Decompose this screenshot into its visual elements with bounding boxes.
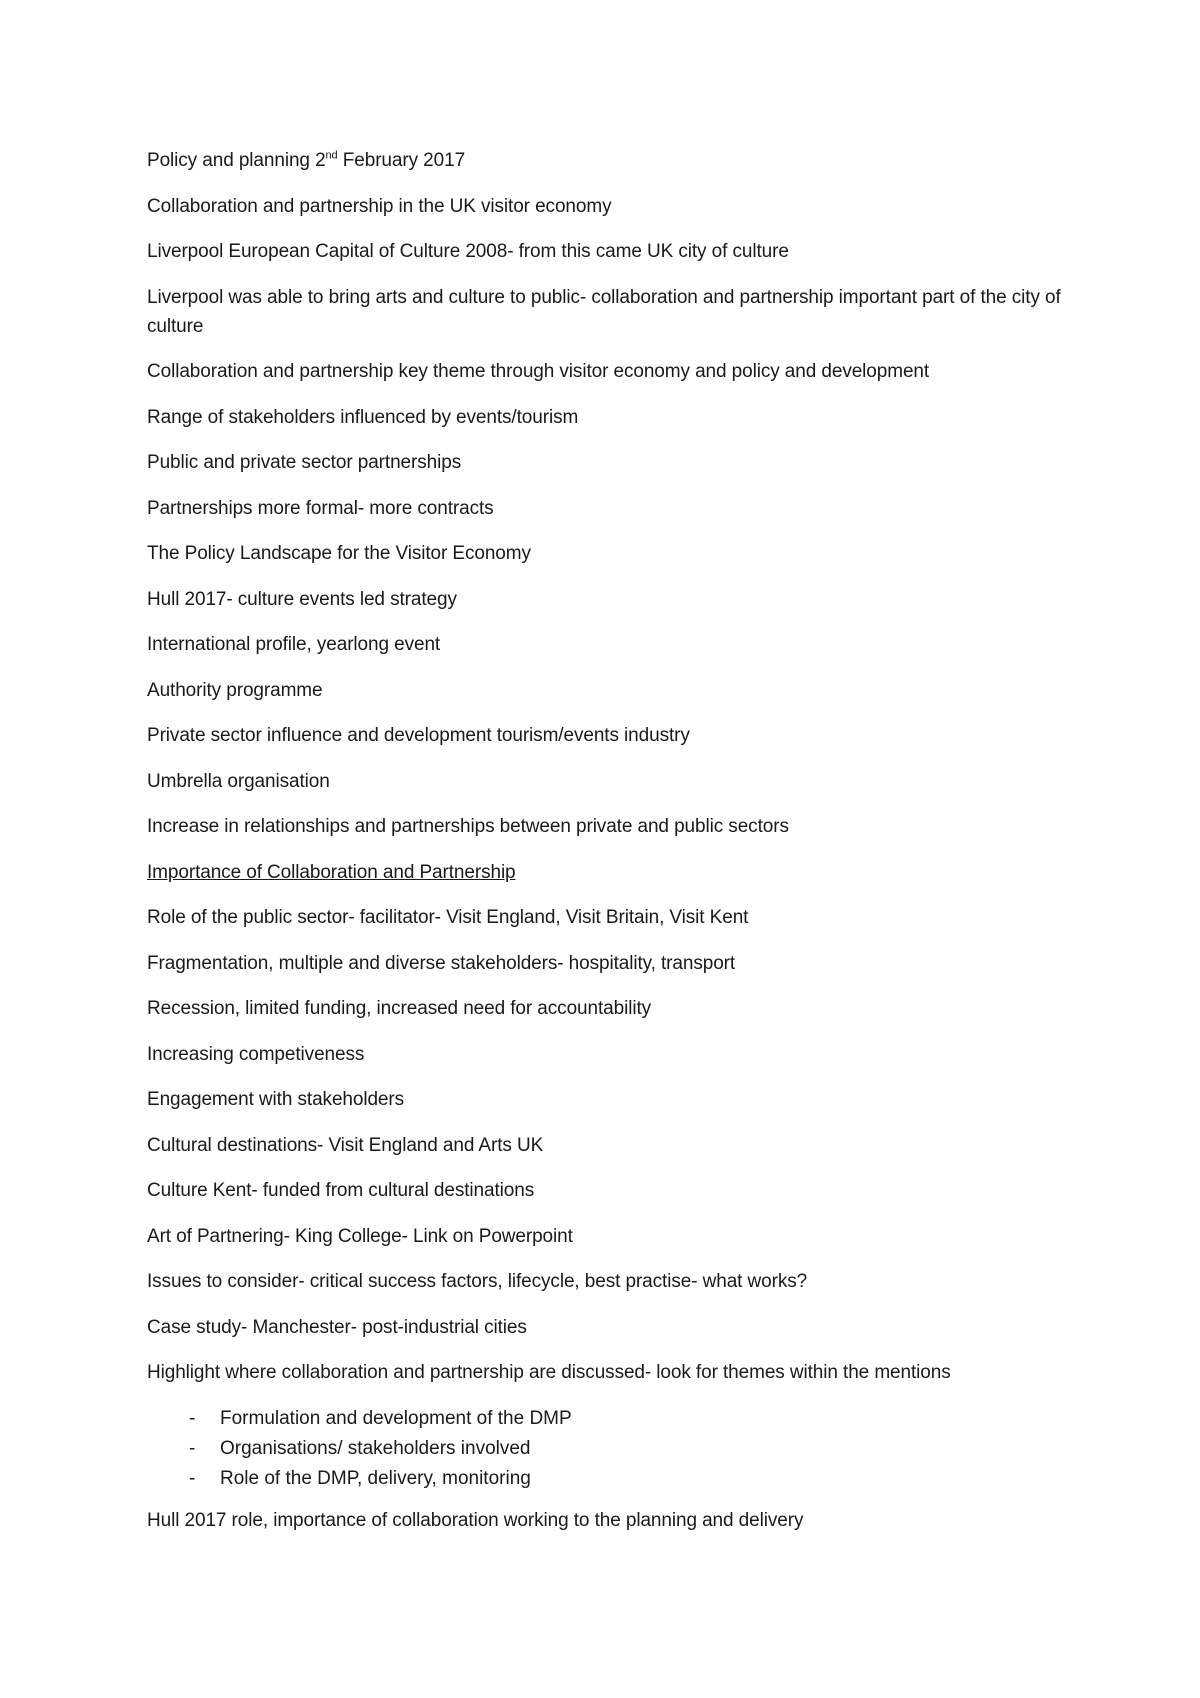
paragraph: Increase in relationships and partnerships between private and public sectors [147,816,789,837]
paragraph: Hull 2017- culture events led strategy [147,588,457,610]
bullet-marker: - [189,1437,196,1459]
document-body [147,146,1067,1551]
paragraph: Cultural destinations- Visit England and Arts UK [147,1134,544,1156]
paragraph: Case study- Manchester- post-industrial cities [147,1316,527,1338]
paragraph: Collaboration and partnership key theme through visitor economy and policy and development [147,361,930,382]
paragraph: Recession, limited funding, increased need for accountability [147,998,652,1019]
section-heading: Importance of Collaboration and Partnership [147,861,516,883]
bullet-marker: - [189,1467,196,1489]
paragraphs-top [147,192,1067,842]
paragraph: Authority programme [147,679,323,701]
paragraph: The Policy Landscape for the Visitor Economy [147,543,531,564]
bullet-item [147,1464,1067,1494]
paragraph: Engagement with stakeholders [147,1089,405,1110]
document-title [147,146,1067,175]
bullet-text: Role of the DMP, delivery, monitoring [220,1467,531,1489]
bullet-marker: - [189,1407,196,1429]
paragraphs-middle [147,903,1067,1387]
bullet-text: Formulation and development of the DMP [220,1407,572,1429]
bullet-list [147,1404,1067,1494]
bullet-text: Organisations/ stakeholders involved [220,1437,531,1459]
paragraph: Partnerships more formal- more contracts [147,497,494,519]
title-superscript: nd [325,149,338,162]
paragraph: Increasing competiveness [147,1043,365,1065]
paragraph: Liverpool European Capital of Culture 2008- from this came UK city of culture [147,241,789,262]
paragraph: Range of stakeholders influenced by events/tourism [147,406,579,428]
paragraph: Fragmentation, multiple and diverse stakeholders- hospitality, transport [147,952,736,974]
paragraph: Art of Partnering- King College- Link on Powerpoint [147,1225,573,1247]
paragraph: Liverpool was able to bring arts and culture to public- collaboration and partnership important part of the city of culture [147,286,1061,337]
paragraph: Culture Kent- funded from cultural destinations [147,1180,535,1201]
paragraph: Highlight where collaboration and partnership are discussed- look for themes within the mentions [147,1362,951,1383]
paragraph: Umbrella organisation [147,770,330,792]
paragraph: Collaboration and partnership in the UK visitor economy [147,195,612,217]
paragraph: Issues to consider- critical success factors, lifecycle, best practise- what works? [147,1271,808,1292]
paragraph: International profile, yearlong event [147,634,441,655]
closing-paragraph: Hull 2017 role, importance of collaboration working to the planning and delivery [147,1509,804,1531]
paragraph: Role of the public sector- facilitator- Visit England, Visit Britain, Visit Kent [147,907,749,928]
paragraph: Private sector influence and development tourism/events industry [147,725,690,746]
paragraph: Public and private sector partnerships [147,452,462,473]
bullet-item [147,1404,1067,1434]
title-suffix: February 2017 [337,150,466,171]
title-prefix: Policy and planning 2 [147,150,326,171]
bullet-item [147,1434,1067,1464]
